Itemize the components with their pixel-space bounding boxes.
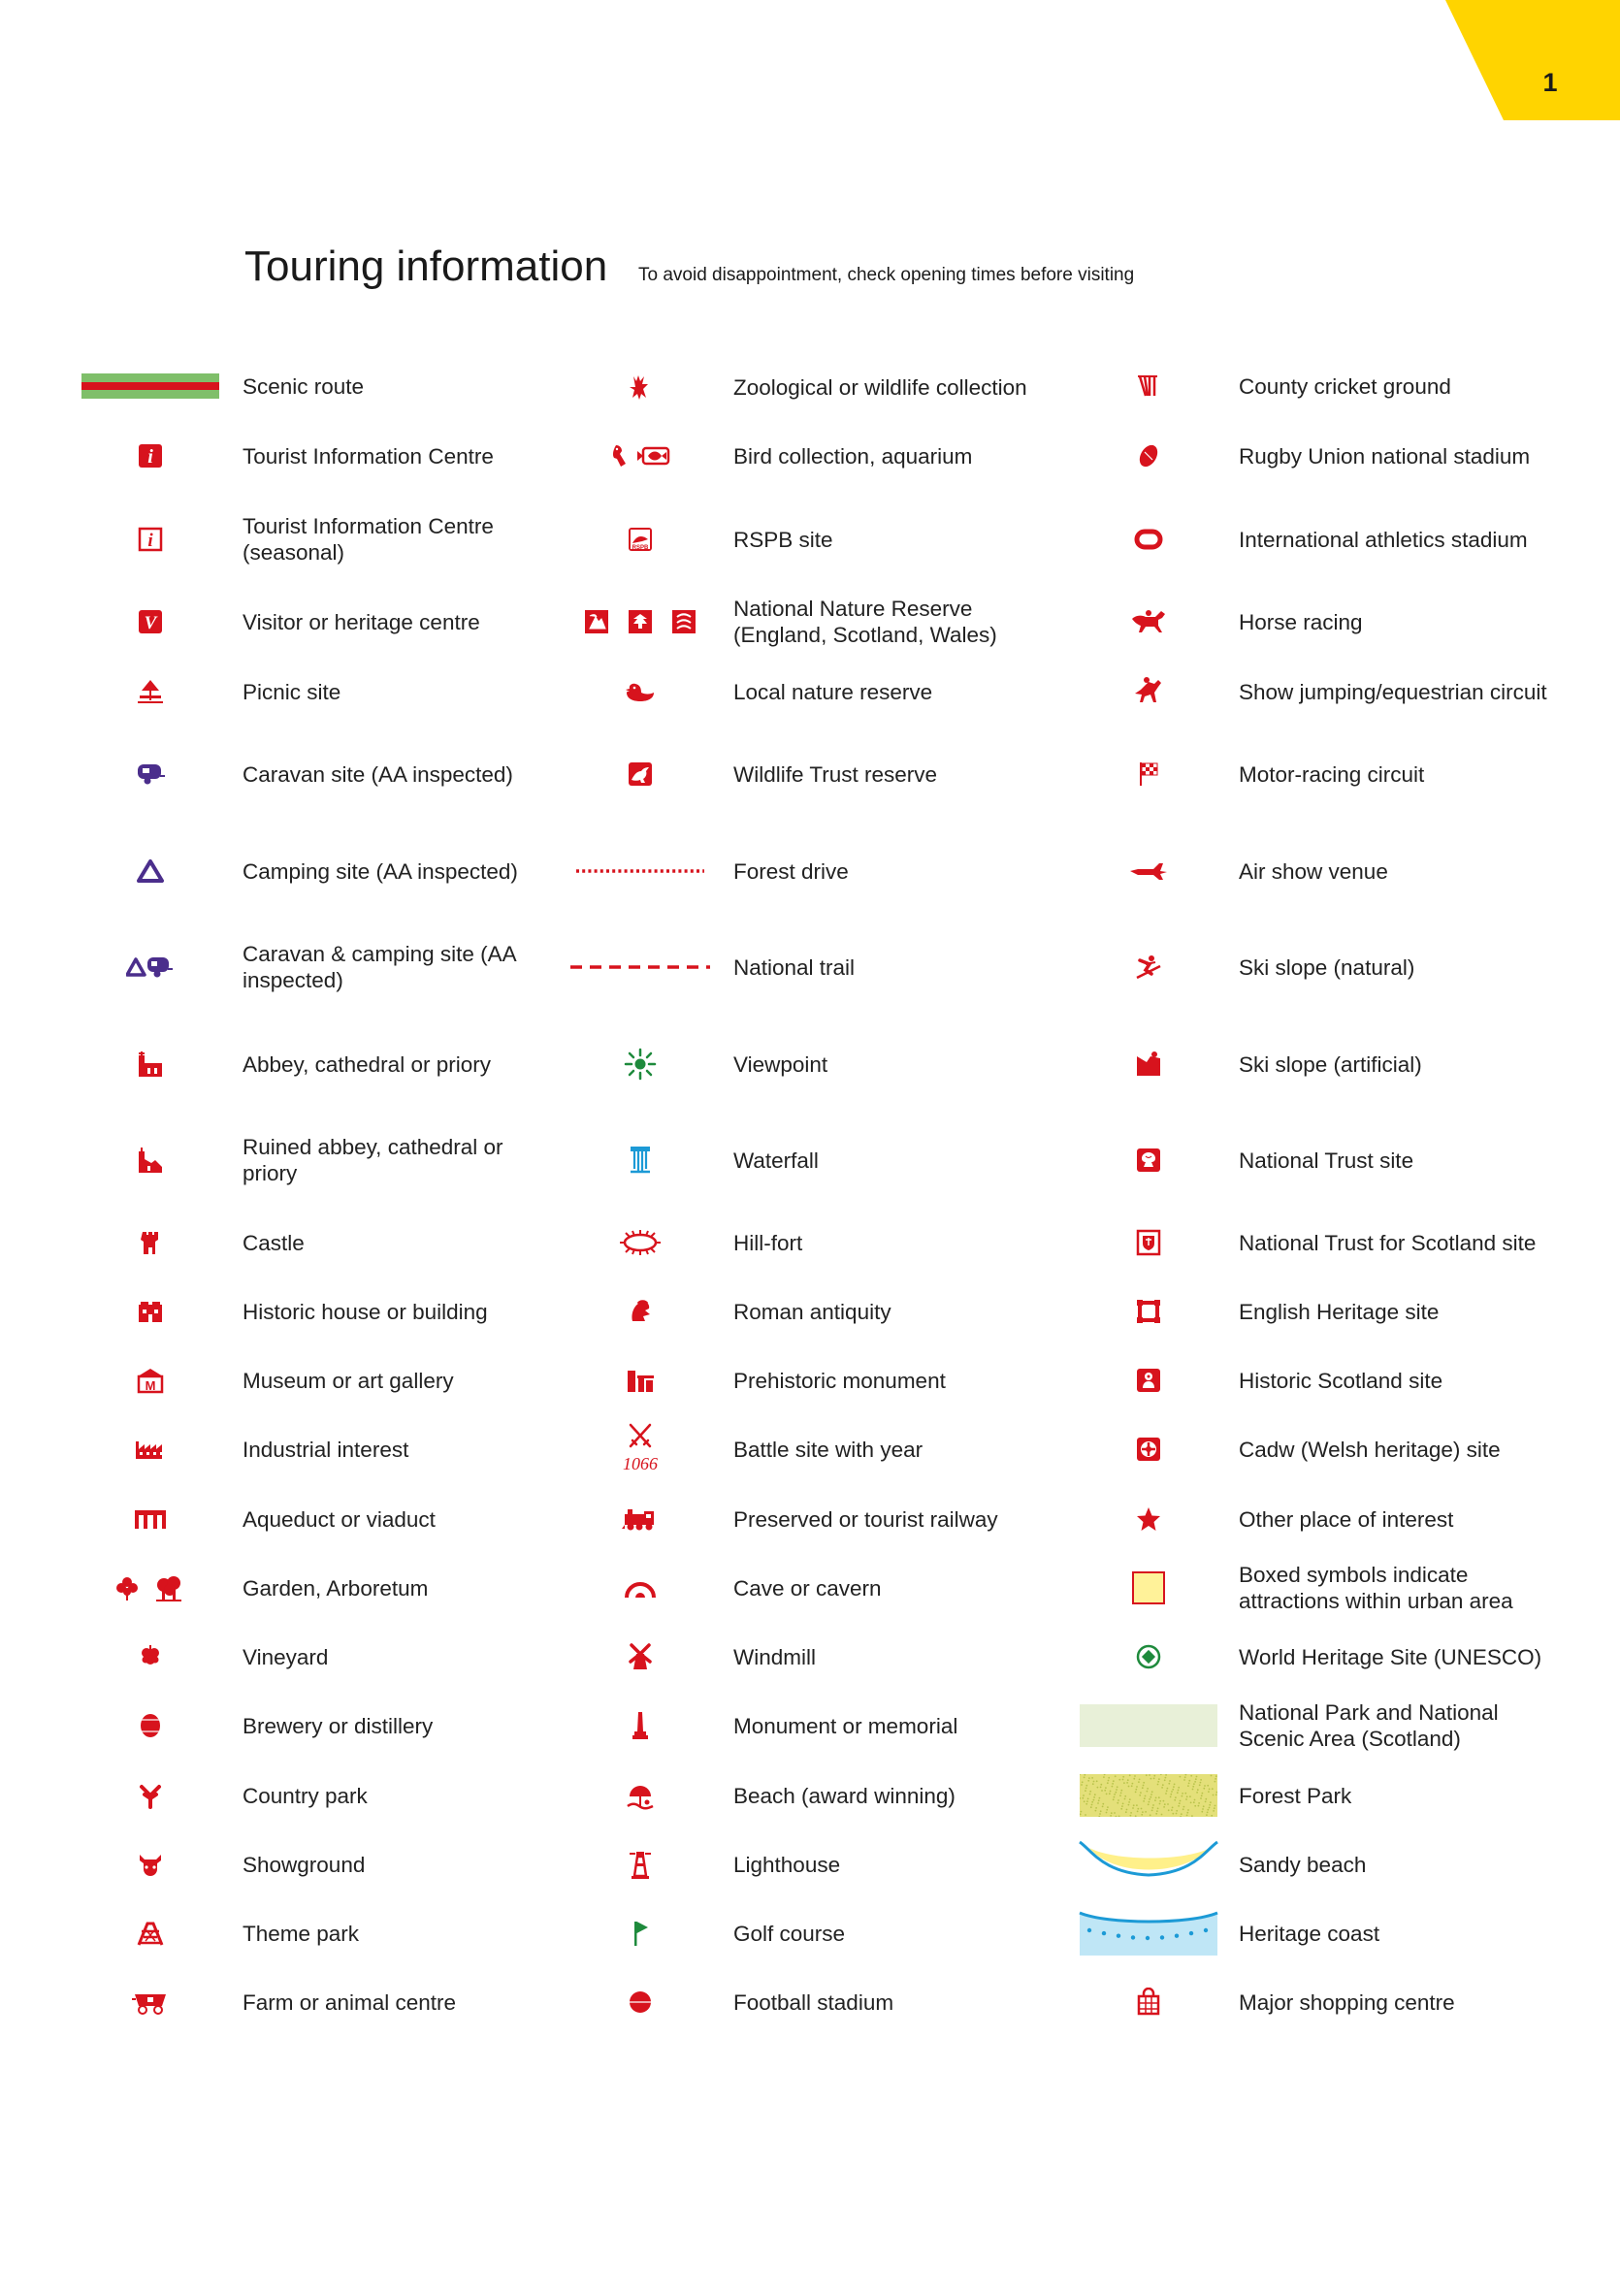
historic-scotland-icon	[1076, 1346, 1221, 1414]
legend-label: Camping site (AA inspected)	[243, 858, 518, 884]
legend-label: Scenic route	[243, 373, 365, 399]
shopping-icon	[1076, 1968, 1221, 2036]
horse-racing-icon	[1076, 588, 1221, 656]
legend-label: Picnic site	[243, 679, 341, 704]
legend-label: Windmill	[733, 1644, 817, 1669]
page-corner-tab	[1445, 0, 1620, 120]
svg-text:V: V	[144, 613, 157, 633]
legend-label: Local nature reserve	[733, 679, 933, 704]
legend-label: Tourist Information Centre	[243, 443, 494, 469]
legend-label: Horse racing	[1239, 609, 1363, 634]
national-park-swatch	[1076, 1692, 1221, 1760]
legend-label: Monument or memorial	[733, 1713, 958, 1738]
cadw-icon	[1076, 1415, 1221, 1483]
legend-label: Aqueduct or viaduct	[243, 1506, 436, 1532]
boxed-symbol-icon	[1076, 1554, 1221, 1622]
legend-item	[0, 1126, 1620, 1194]
show-jumping-icon	[1076, 658, 1221, 726]
legend-label: Hill-fort	[733, 1230, 803, 1255]
legend-item	[0, 658, 1620, 726]
legend-label: Wildlife Trust reserve	[733, 761, 938, 787]
legend-label: Lighthouse	[733, 1852, 841, 1877]
legend-label: Football stadium	[733, 1989, 894, 2015]
legend-item	[0, 740, 1620, 808]
legend-label: Historic house or building	[243, 1299, 488, 1324]
legend-label: National trail	[733, 954, 856, 980]
legend-label: Cave or cavern	[733, 1575, 882, 1601]
legend-label: Vineyard	[243, 1644, 329, 1669]
ski-natural-icon	[1076, 933, 1221, 1001]
legend-label: Heritage coast	[1239, 1921, 1380, 1946]
legend-item	[0, 933, 1620, 1001]
legend-label: Ski slope (natural)	[1239, 954, 1415, 980]
legend-label: Ruined abbey, cathedral or priory	[243, 1135, 503, 1185]
legend-label: Garden, Arboretum	[243, 1575, 429, 1601]
cricket-icon	[1076, 352, 1221, 420]
page-subtitle: To avoid disappointment, check opening times before visiting	[638, 265, 1135, 285]
legend-label: Bird collection, aquarium	[733, 443, 973, 469]
legend-label: Battle site with year	[733, 1437, 923, 1462]
world-heritage-icon	[1076, 1623, 1221, 1691]
legend-label: World Heritage Site (UNESCO)	[1239, 1644, 1542, 1669]
legend-item	[0, 1762, 1620, 1829]
legend-label: Industrial interest	[243, 1437, 409, 1462]
svg-text:RSPB: RSPB	[632, 545, 649, 551]
legend-label: National Trust for Scotland site	[1239, 1230, 1537, 1255]
english-heritage-icon	[1076, 1277, 1221, 1345]
legend-label: National Park and National Scenic Area (Scotland)	[1239, 1700, 1499, 1751]
legend-label: Show jumping/equestrian circuit	[1239, 679, 1547, 704]
svg-text:M: M	[145, 1378, 156, 1393]
legend-item	[0, 588, 1620, 656]
forest-park-swatch	[1076, 1762, 1221, 1829]
legend-label: Forest Park	[1239, 1783, 1352, 1808]
legend-label: Major shopping centre	[1239, 1989, 1455, 2015]
battle-year-text: 1066	[623, 1454, 658, 1473]
legend-item	[0, 1415, 1620, 1483]
ski-artificial-icon	[1076, 1030, 1221, 1098]
air-show-icon	[1076, 837, 1221, 905]
legend-label: Farm or animal centre	[243, 1989, 457, 2015]
sandy-beach-swatch	[1076, 1830, 1221, 1898]
legend-label: Abbey, cathedral or priory	[243, 1051, 491, 1077]
legend-item	[0, 1346, 1620, 1414]
legend-item	[0, 422, 1620, 490]
legend-item	[0, 1485, 1620, 1553]
legend-label: Rugby Union national stadium	[1239, 443, 1531, 469]
page-number: 1	[1542, 68, 1558, 97]
legend-label: Roman antiquity	[733, 1299, 891, 1324]
legend-item	[0, 1554, 1620, 1622]
legend-label: Sandy beach	[1239, 1852, 1367, 1877]
legend-label: Forest drive	[733, 858, 849, 884]
legend-label: Prehistoric monument	[733, 1368, 946, 1393]
legend-label: Historic Scotland site	[1239, 1368, 1443, 1393]
legend-label: Waterfall	[733, 1148, 819, 1173]
legend-item	[0, 1830, 1620, 1898]
svg-text:i: i	[147, 446, 153, 468]
legend-label: Ski slope (artificial)	[1239, 1051, 1422, 1077]
legend-label: Air show venue	[1239, 858, 1388, 884]
legend-label: Showground	[243, 1852, 366, 1877]
athletics-icon	[1076, 505, 1221, 573]
legend-item	[0, 1030, 1620, 1098]
star-icon	[1076, 1485, 1221, 1553]
legend-item	[0, 1277, 1620, 1345]
legend-label: Beach (award winning)	[733, 1783, 956, 1808]
legend-label: County cricket ground	[1239, 373, 1451, 399]
legend-item	[0, 1209, 1620, 1277]
legend-label: Caravan site (AA inspected)	[243, 761, 513, 787]
legend-label: Castle	[243, 1230, 305, 1255]
legend-item	[0, 837, 1620, 905]
svg-text:i: i	[147, 531, 153, 551]
legend-label: Boxed symbols indicate attractions within urban area	[1239, 1563, 1513, 1613]
legend-label: Museum or art gallery	[243, 1368, 454, 1393]
national-trust-icon	[1076, 1126, 1221, 1194]
legend-item	[0, 1623, 1620, 1691]
legend-label: Cadw (Welsh heritage) site	[1239, 1437, 1501, 1462]
heritage-coast-swatch	[1076, 1899, 1221, 1967]
legend-item	[0, 505, 1620, 573]
motor-racing-icon	[1076, 740, 1221, 808]
legend-label: Viewpoint	[733, 1051, 828, 1077]
legend-label: National Trust site	[1239, 1148, 1414, 1173]
rugby-icon	[1076, 422, 1221, 490]
legend-label: Country park	[243, 1783, 368, 1808]
legend-label: English Heritage site	[1239, 1299, 1440, 1324]
legend-label: Theme park	[243, 1921, 360, 1946]
page-title: Touring information	[244, 243, 608, 290]
legend-label: Zoological or wildlife collection	[733, 374, 1027, 400]
legend-item	[0, 1692, 1620, 1760]
legend-label: International athletics stadium	[1239, 527, 1528, 552]
legend-label: Golf course	[733, 1921, 846, 1946]
legend-label: Preserved or tourist railway	[733, 1506, 998, 1532]
legend-label: Brewery or distillery	[243, 1713, 434, 1738]
legend-label: National Nature Reserve (England, Scotland, Wales)	[733, 597, 997, 647]
legend-item	[0, 1899, 1620, 1967]
legend-label: Other place of interest	[1239, 1506, 1454, 1532]
legend-label: Caravan & camping site (AA inspected)	[243, 942, 516, 992]
legend-item	[0, 352, 1620, 420]
legend-label: RSPB site	[733, 527, 833, 552]
nts-icon	[1076, 1209, 1221, 1277]
legend-label: Visitor or heritage centre	[243, 609, 480, 634]
legend-label: Motor-racing circuit	[1239, 761, 1425, 787]
legend-item	[0, 1968, 1620, 2036]
legend-label: Tourist Information Centre (seasonal)	[243, 514, 494, 565]
